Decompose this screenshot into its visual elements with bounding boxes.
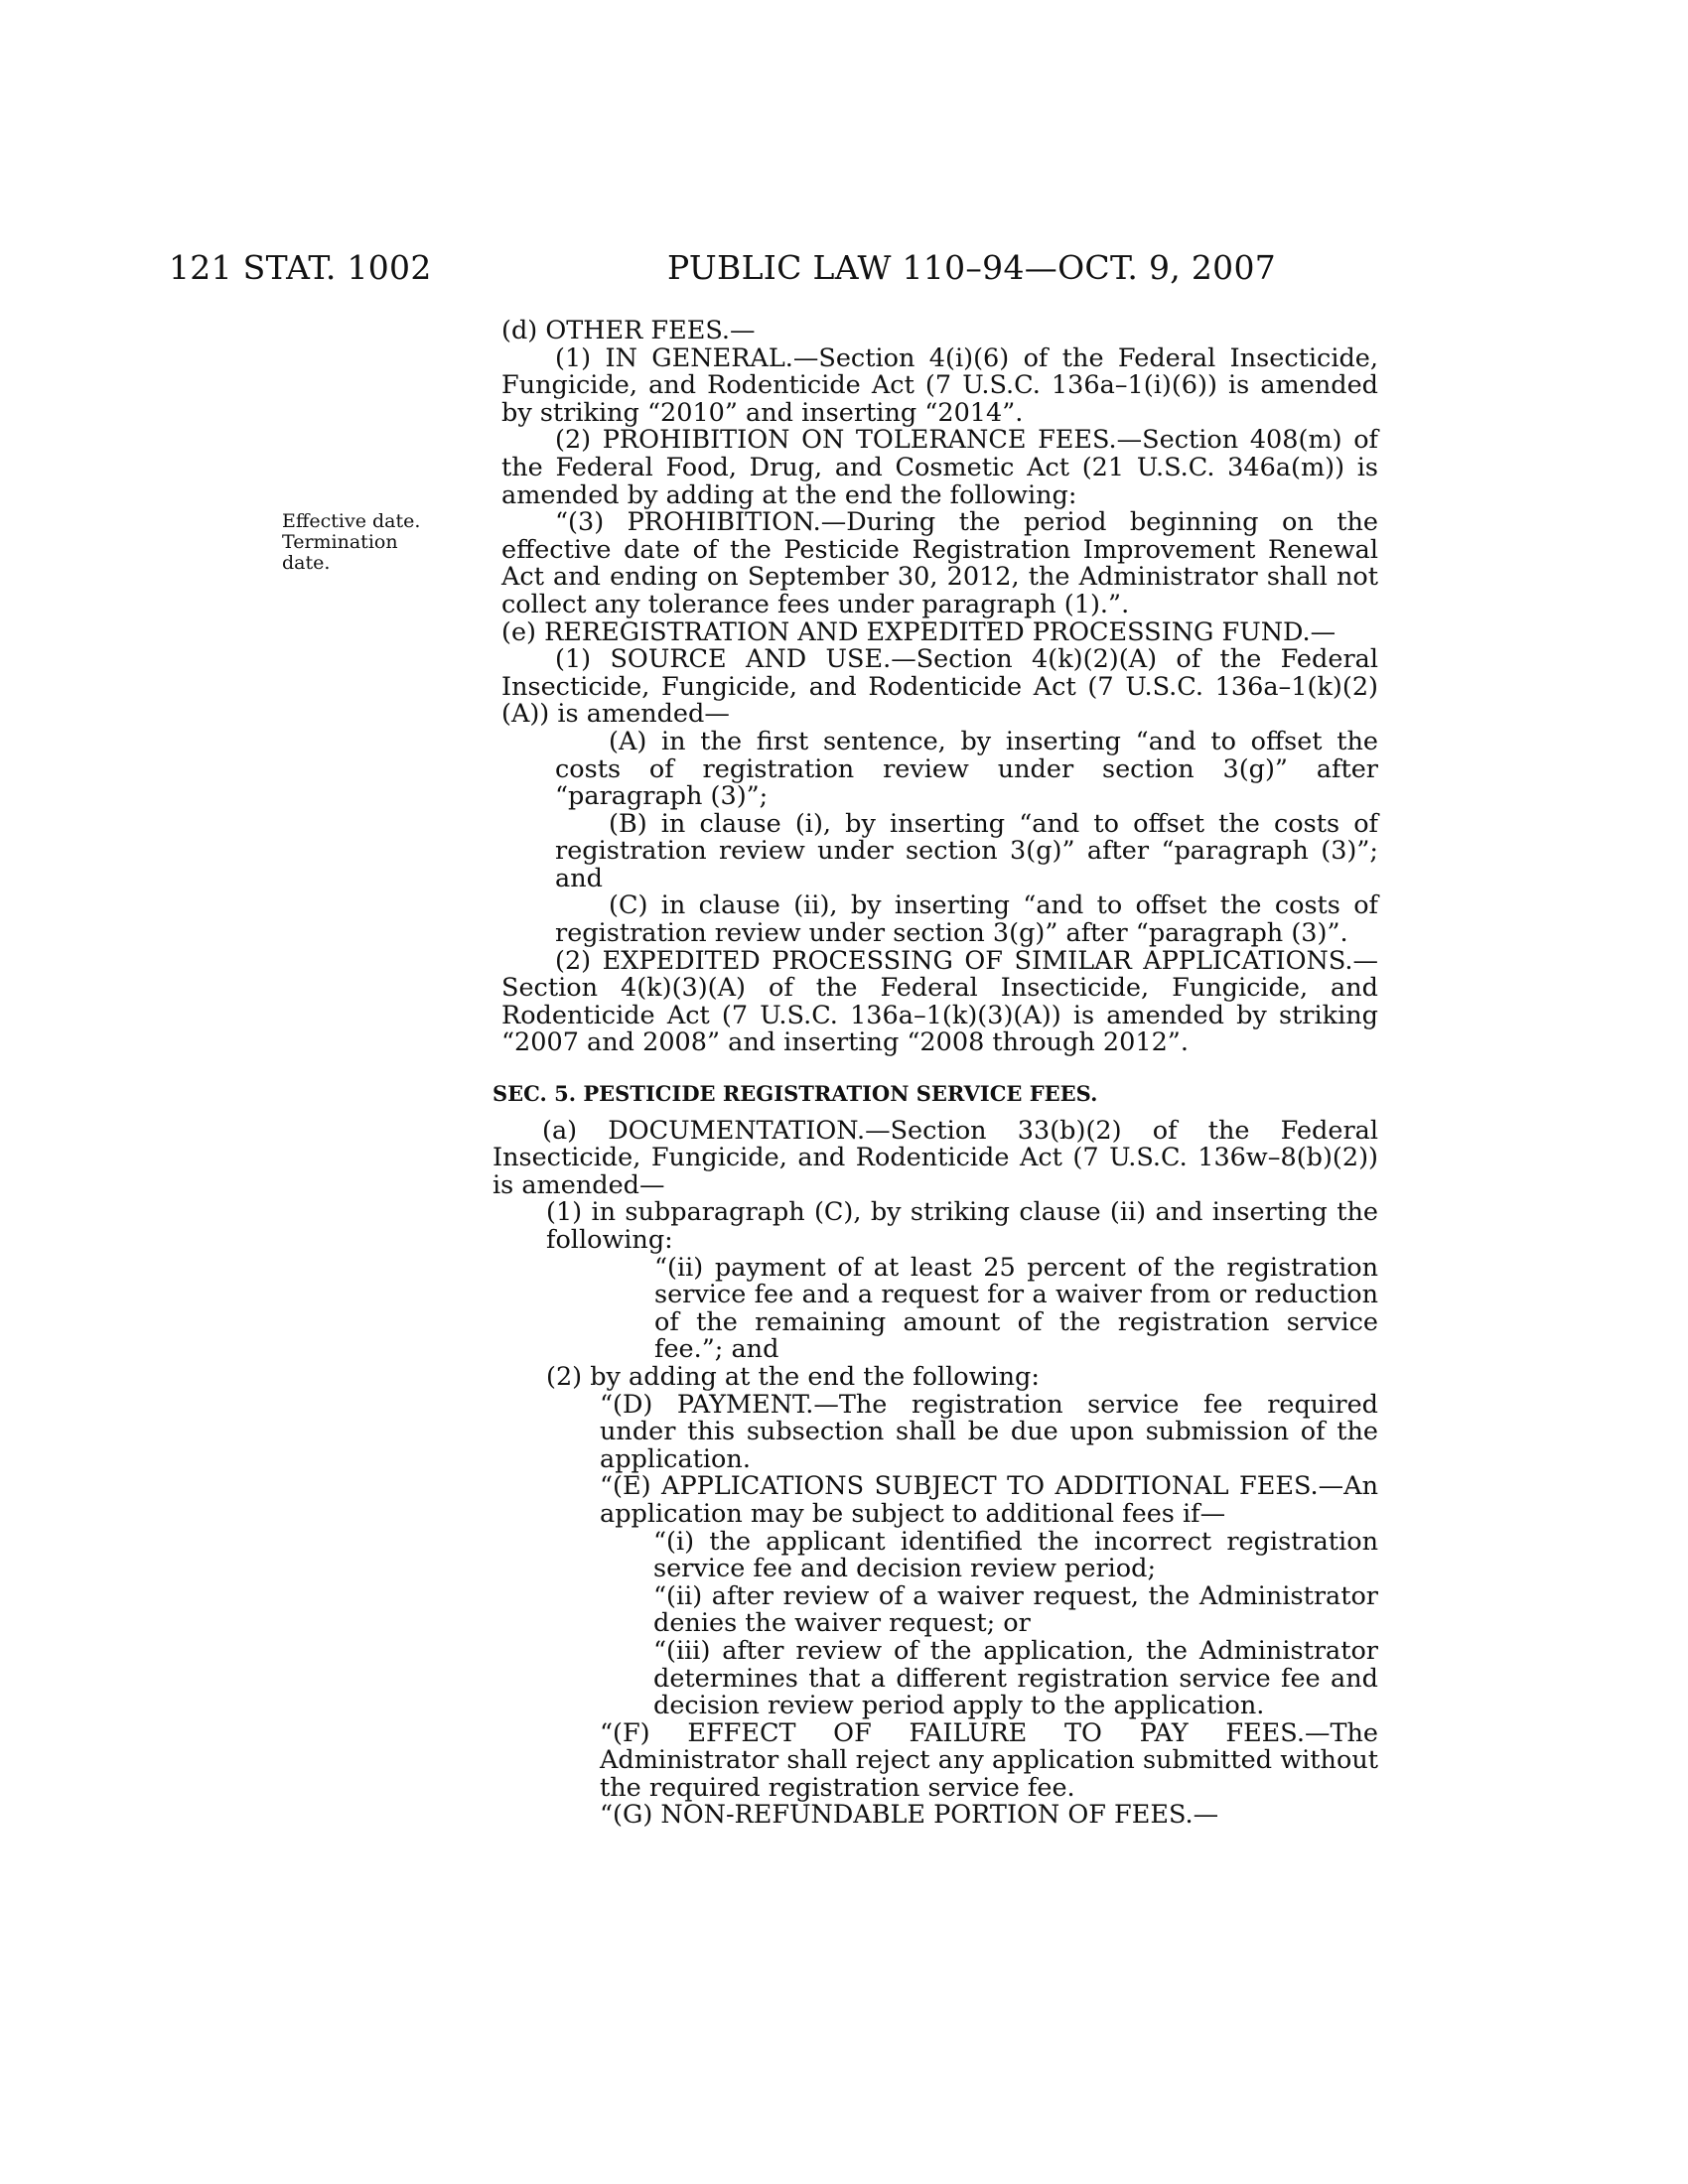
subparagraph-e1-b: (B) in clause (i), by inserting “and to offset the costs of registration review under section 3(g)” after “paragraph (3)”; and	[555, 808, 1378, 893]
quoted-paragraph-3-prohibition: “(3) PROHIBITION.—During the period beginning on the effective date of the Pesticide Registration Improvement Renewal Act and ending on September 30, 2012, the Administrator shall not collect any tolerance fees under paragraph (1).”.	[501, 507, 1378, 619]
running-head-title: PUBLIC LAW 110–94—OCT. 9, 2007	[667, 248, 1277, 287]
paragraph-d2: (2) PROHIBITION ON TOLERANCE FEES.—Section 408(m) of the Federal Food, Drug, and Cosmetic Act (21 U.S.C. 346a(m)) is amended by adding at the end the following:	[501, 425, 1378, 510]
paragraph-a1: (1) in subparagraph (C), by striking clause (ii) and inserting the following:	[546, 1197, 1378, 1255]
section-5-heading: SEC. 5. PESTICIDE REGISTRATION SERVICE FEES.	[492, 1081, 1098, 1107]
margin-note-effective-date: Effective date.	[282, 510, 421, 532]
quoted-clause-e-i: “(i) the applicant identified the incorrect registration service fee and decision review period;	[653, 1526, 1378, 1584]
margin-note	[282, 511, 431, 574]
subsection-e-heading: (e) REREGISTRATION AND EXPEDITED PROCESSING FUND.—	[501, 616, 1336, 647]
subsection-a-documentation: (a) DOCUMENTATION.—Section 33(b)(2) of the Federal Insecticide, Fungicide, and Rodenticide Act (7 U.S.C. 136w–8(b)(2)) is amended—	[492, 1115, 1378, 1200]
margin-note-termination-date: Termination date.	[282, 531, 398, 574]
subsection-d-heading: (d) OTHER FEES.—	[501, 316, 756, 345]
quoted-subparagraph-f-failure-to-pay: “(F) EFFECT OF FAILURE TO PAY FEES.—The Administrator shall reject any application submitted without the required registration service fee.	[600, 1717, 1378, 1803]
subparagraph-e1-a: (A) in the first sentence, by inserting “and to offset the costs of registration review under section 3(g)” after “paragraph (3)”;	[555, 726, 1378, 812]
paragraph-e2: (2) EXPEDITED PROCESSING OF SIMILAR APPLICATIONS.—Section 4(k)(3)(A) of the Federal Insecticide, Fungicide, and Rodenticide Act (7 U.S.C. 136a–1(k)(3)(A)) is amended by striking “2007 and 2008” and inserting “2008 through 2012”.	[501, 945, 1378, 1058]
paragraph-a2: (2) by adding at the end the following:	[546, 1361, 1040, 1392]
quoted-subparagraph-e-additional-fees: “(E) APPLICATIONS SUBJECT TO ADDITIONAL FEES.—An application may be subject to additional fees if—	[600, 1471, 1378, 1529]
statute-body	[492, 316, 1378, 1831]
subparagraph-e1-c: (C) in clause (ii), by inserting “and to offset the costs of registration review under section 3(g)” after “paragraph (3)”.	[555, 890, 1378, 949]
stat-page-number: 121 STAT. 1002	[169, 248, 432, 287]
paragraph-d1: (1) IN GENERAL.—Section 4(i)(6) of the Federal Insecticide, Fungicide, and Rodenticide Act (7 U.S.C. 136a–1(i)(6)) is amended by striking “2010” and inserting “2014”.	[501, 342, 1378, 428]
quoted-subparagraph-d-payment: “(D) PAYMENT.—The registration service fee required under this subsection shall be due upon submission of the application.	[600, 1389, 1378, 1474]
quoted-subparagraph-g-non-refundable: “(G) NON-REFUNDABLE PORTION OF FEES.—	[600, 1800, 1219, 1831]
paragraph-e1: (1) SOURCE AND USE.—Section 4(k)(2)(A) of the Federal Insecticide, Fungicide, and Rodenticide Act (7 U.S.C. 136a–1(k)(2)(A)) is amended—	[501, 644, 1378, 730]
section-5-content	[492, 1115, 1378, 1831]
quoted-clause-e-ii: “(ii) after review of a waiver request, the Administrator denies the waiver request; or	[653, 1580, 1378, 1639]
quoted-clause-ii: “(ii) payment of at least 25 percent of the registration service fee and a request for a waiver from or reduction of the remaining amount of the registration service fee.”; and	[654, 1252, 1378, 1365]
quoted-clause-e-iii: “(iii) after review of the application, the Administrator determines that a different registration service fee and decision review period apply to the application.	[653, 1635, 1378, 1721]
